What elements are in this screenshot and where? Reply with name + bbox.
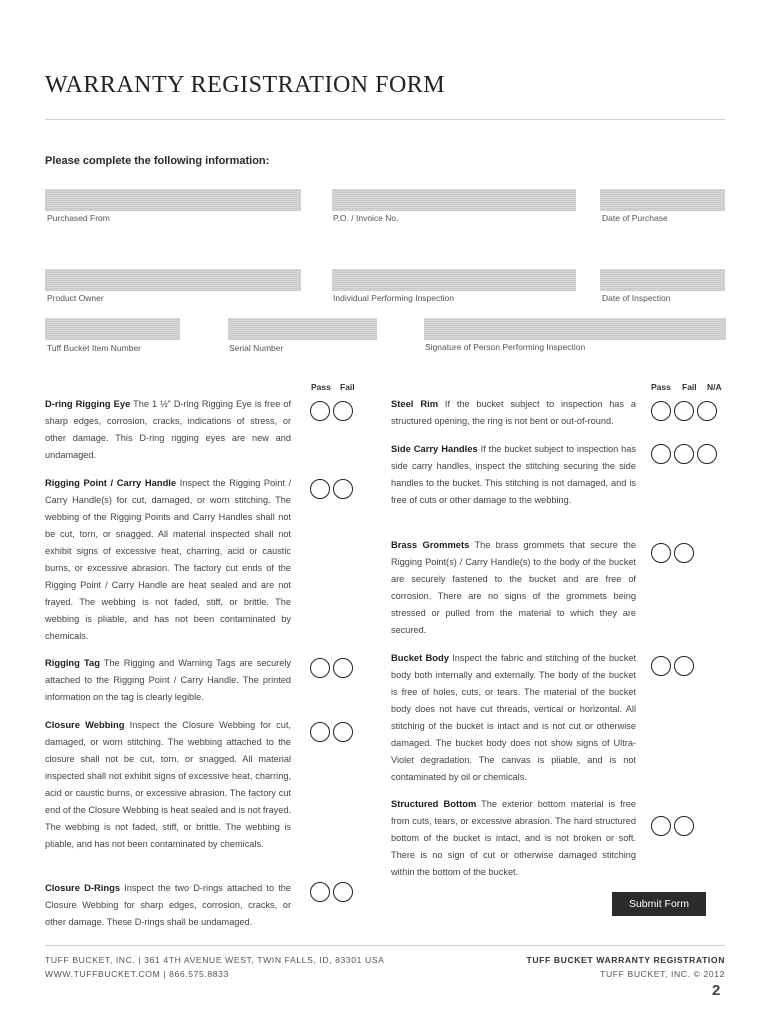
fail-radio[interactable] bbox=[674, 401, 694, 421]
item-description: Inspect the two D-rings attached to the Closure Webbing for sharp edges, corrosion, cracks, or other damage. These D-rings shall be undamaged. bbox=[45, 883, 291, 927]
item-title: Rigging Point / Carry Handle bbox=[45, 477, 177, 488]
item-description: If the bucket subject to inspection has side carry handles, inspect the stitching securing the side handles to the bucket. This stitching is not damaged, and is free of cuts or other damage to the webbing. bbox=[391, 444, 636, 505]
right-na-header: N/A bbox=[707, 382, 722, 392]
footer-brand: TUFF BUCKET WARRANTY REGISTRATION bbox=[526, 955, 725, 965]
product-owner-input[interactable] bbox=[45, 269, 301, 291]
inspection-item bbox=[45, 654, 291, 706]
fail-radio[interactable] bbox=[674, 444, 694, 464]
radio-group bbox=[310, 658, 353, 678]
serial-number-label: Serial Number bbox=[229, 343, 284, 353]
inspection-item bbox=[391, 649, 636, 786]
na-radio[interactable] bbox=[697, 444, 717, 464]
inspection-item bbox=[391, 395, 636, 430]
na-radio[interactable] bbox=[697, 401, 717, 421]
pass-radio[interactable] bbox=[651, 401, 671, 421]
item-description: Inspect the fabric and stitching of the bucket body both internally and externally. The body of the bucket is free of holes, cuts, or tears. The material of the bucket body does not have cut threads, vertical or horizontal. All stitching of the bucket is intact and is not cut or otherwise damaged. The bucket body does not show signs of Ultra-Violet degradation. The canvas is pliable, and is not contaminated by oil or chemicals. bbox=[391, 653, 637, 782]
signature-label: Signature of Person Performing Inspection bbox=[425, 342, 586, 352]
radio-group bbox=[310, 882, 353, 902]
footer-copyright: TUFF BUCKET, INC. © 2012 bbox=[600, 969, 725, 979]
item-title: Steel Rim bbox=[391, 398, 439, 409]
footer-divider bbox=[45, 945, 725, 946]
inspection-item bbox=[45, 879, 291, 931]
radio-group bbox=[651, 816, 694, 836]
date-of-purchase-label: Date of Purchase bbox=[602, 213, 668, 223]
item-title: Closure Webbing bbox=[45, 719, 125, 730]
item-number-label: Tuff Bucket Item Number bbox=[47, 343, 142, 353]
item-description: The 1 ½” D-ring Rigging Eye is free of sharp edges, corrosion, cracks, indications of stress, or other damage. This D-ring rigging eyes are new and undamaged. bbox=[45, 399, 292, 460]
item-title: Structured Bottom bbox=[391, 798, 477, 809]
inspection-item bbox=[45, 474, 291, 645]
fail-radio[interactable] bbox=[674, 816, 694, 836]
pass-radio[interactable] bbox=[310, 401, 330, 421]
fail-radio[interactable] bbox=[674, 656, 694, 676]
right-fail-header: Fail bbox=[682, 382, 697, 392]
po-invoice-label: P.O. / Invoice No. bbox=[333, 213, 399, 223]
radio-group bbox=[651, 543, 694, 563]
item-title: Closure D-Rings bbox=[45, 882, 121, 893]
product-owner-label: Product Owner bbox=[47, 293, 104, 303]
item-description: The Rigging and Warning Tags are securely attached to the Rigging Point / Carry Handle. The printed information on the tag is clearly legible. bbox=[45, 658, 291, 702]
pass-radio[interactable] bbox=[651, 543, 671, 563]
footer-address: TUFF BUCKET, INC. | 361 4TH AVENUE WEST, TWIN FALLS, ID, 83301 USA bbox=[45, 955, 385, 965]
pass-radio[interactable] bbox=[310, 882, 330, 902]
submit-form-button[interactable]: Submit Form bbox=[612, 892, 706, 916]
fail-radio[interactable] bbox=[333, 401, 353, 421]
pass-radio[interactable] bbox=[310, 479, 330, 499]
pass-radio[interactable] bbox=[651, 656, 671, 676]
pass-radio[interactable] bbox=[651, 444, 671, 464]
item-description: Inspect the Rigging Point / Carry Handle(s) for cut, damaged, or worn stitching. The webbing of the Rigging Points and Carry Handles shall not be cut, torn, or snagged. All material inspected shall not exhibit signs of excessive heat, charring, acid or caustic burns, or excessive abrasion. The factory cut ends of the Rigging Point / Carry Handle are heat sealed and are not frayed. The webbing is not faded, stiff, or brittle. The webbing is pliable, and has not been contaminated by chemicals. bbox=[45, 478, 291, 641]
left-pass-header: Pass bbox=[311, 382, 331, 392]
header-divider bbox=[45, 119, 725, 120]
pass-radio[interactable] bbox=[310, 658, 330, 678]
item-title: Bucket Body bbox=[391, 652, 449, 663]
item-description: The brass grommets that secure the Rigging Point(s) / Carry Handle(s) to the body of the bucket are securely fastened to the bucket and are free of corrosion. There are no signs of the grommets being stressed or pulled from the material to which they are secured. bbox=[391, 540, 636, 635]
radio-group bbox=[310, 401, 353, 421]
radio-group bbox=[651, 401, 717, 421]
date-of-inspection-input[interactable] bbox=[600, 269, 725, 291]
footer-web-phone: WWW.TUFFBUCKET.COM | 866.575.8833 bbox=[45, 969, 229, 979]
po-invoice-input[interactable] bbox=[332, 189, 576, 211]
signature-input[interactable] bbox=[424, 318, 726, 340]
inspection-item bbox=[45, 716, 291, 853]
item-number-input[interactable] bbox=[45, 318, 180, 340]
fail-radio[interactable] bbox=[674, 543, 694, 563]
fail-radio[interactable] bbox=[333, 882, 353, 902]
item-title: Side Carry Handles bbox=[391, 443, 478, 454]
purchased-from-label: Purchased From bbox=[47, 213, 110, 223]
purchased-from-input[interactable] bbox=[45, 189, 301, 211]
inspection-item bbox=[391, 536, 636, 639]
inspection-item bbox=[391, 440, 636, 509]
fail-radio[interactable] bbox=[333, 722, 353, 742]
radio-group bbox=[651, 656, 694, 676]
right-pass-header: Pass bbox=[651, 382, 671, 392]
fail-radio[interactable] bbox=[333, 479, 353, 499]
inspector-label: Individual Performing Inspection bbox=[333, 293, 454, 303]
item-description: If the bucket subject to inspection has a structured opening, the ring is not bent or out-of-round. bbox=[391, 399, 636, 426]
left-fail-header: Fail bbox=[340, 382, 355, 392]
page-title: WARRANTY REGISTRATION FORM bbox=[45, 72, 446, 98]
radio-group bbox=[310, 479, 353, 499]
date-of-inspection-label: Date of Inspection bbox=[602, 293, 671, 303]
inspection-item bbox=[45, 395, 291, 464]
radio-group bbox=[310, 722, 353, 742]
page-number: 2 bbox=[712, 982, 721, 999]
date-of-purchase-input[interactable] bbox=[600, 189, 725, 211]
inspection-item bbox=[391, 795, 636, 881]
instructions-text: Please complete the following information: bbox=[45, 155, 270, 167]
inspector-input[interactable] bbox=[332, 269, 576, 291]
item-title: Brass Grommets bbox=[391, 539, 470, 550]
pass-radio[interactable] bbox=[310, 722, 330, 742]
fail-radio[interactable] bbox=[333, 658, 353, 678]
item-description: The exterior bottom material is free from cuts, tears, or excessive abrasion. The hard structured bottom of the bucket is intact, and is not broken or soft. There is no sign of cut or otherwise damaged stitching within the bottom of the bucket. bbox=[391, 799, 637, 877]
item-title: D-ring Rigging Eye bbox=[45, 398, 131, 409]
serial-number-input[interactable] bbox=[228, 318, 377, 340]
radio-group bbox=[651, 444, 717, 464]
pass-radio[interactable] bbox=[651, 816, 671, 836]
item-title: Rigging Tag bbox=[45, 657, 100, 668]
item-description: Inspect the Closure Webbing for cut, damaged, or worn stitching. The webbing attached to the closure shall not be cut, torn, or snagged. All material inspected shall not exhibit signs of excessive heat, charring, acid or caustic burns, or excessive abrasion. The factory cut end of the Closure Webbing is heat sealed and is not frayed. The webbing is not faded, stiff, or brittle. The webbing is pliable, and has not been contaminated by chemicals. bbox=[45, 720, 292, 849]
